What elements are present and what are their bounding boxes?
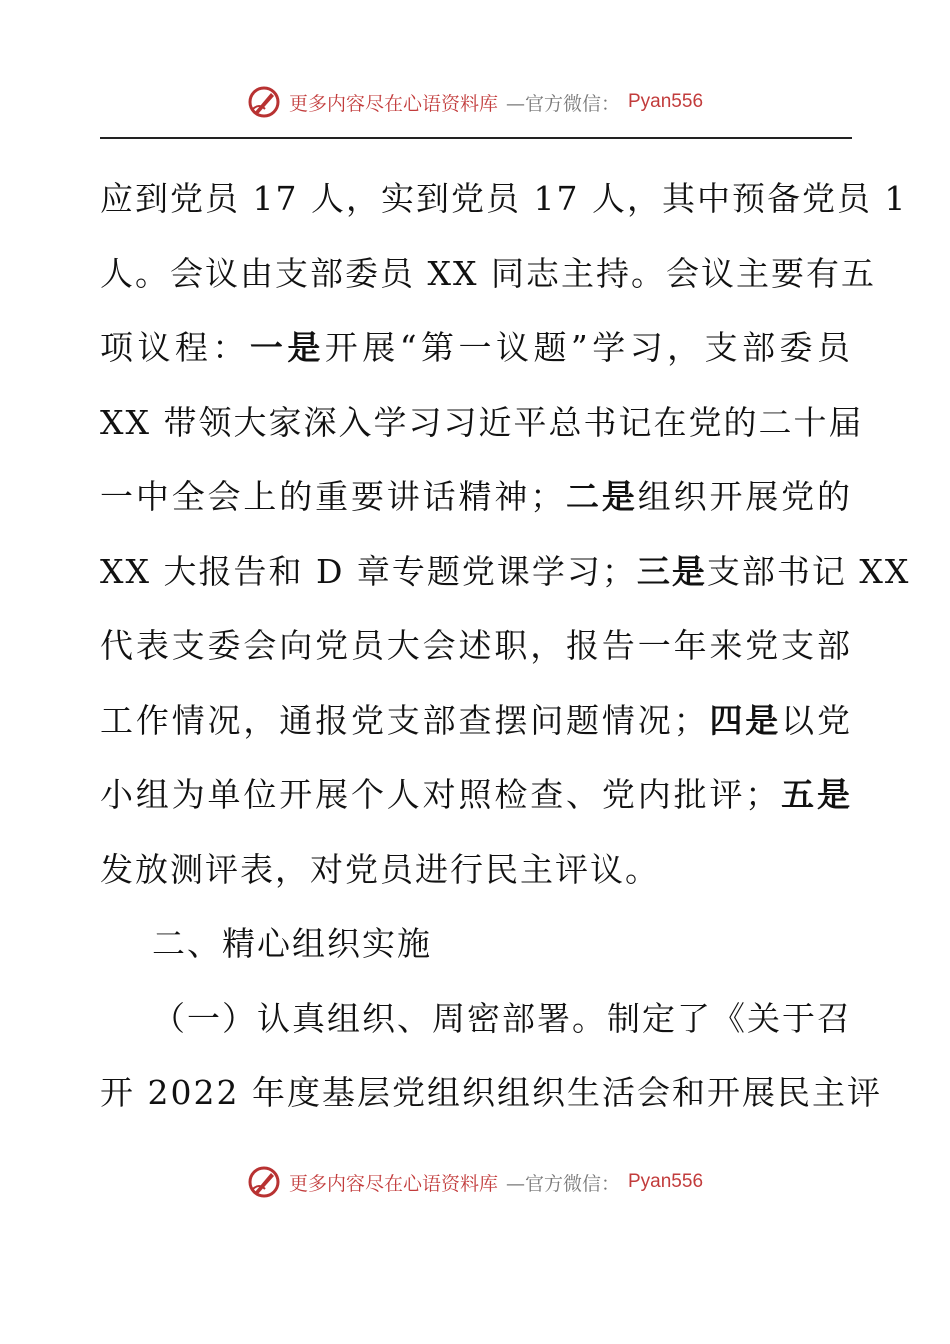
body-text: 组织开展党的 [637, 477, 853, 516]
body-line [100, 311, 852, 386]
body-text: 项议程： [100, 328, 250, 367]
footer-brand-text: 更多内容尽在心语资料库 [288, 1172, 498, 1195]
body-line [100, 535, 911, 610]
body-line: 应到党员 17 人，实到党员 17 人，其中预备党员 1 [100, 179, 908, 218]
header-wechat-id: Pyan556 [628, 91, 704, 112]
pen-logo-icon [247, 85, 281, 119]
body-line: 发放测评表，对党员进行民主评议。 [100, 849, 660, 889]
header-separator-text: —官方微信： [505, 92, 620, 115]
section-heading: 二、精心组织实施 [152, 924, 432, 963]
body-line: XX 带领大家深入学习习近平总书记在党的二十届 [100, 402, 864, 442]
body-text: 支部书记 XX [706, 551, 911, 591]
body-line: 开 2022 年度基层党组织组织生活会和开展民主评 [100, 1073, 882, 1112]
footer-separator-text: —官方微信： [505, 1172, 620, 1195]
body-line: （一）认真组织、周密部署。制定了《关于召 [152, 998, 852, 1038]
body-text: 一中全会上的重要讲话精神； [100, 477, 566, 516]
header-brand-text: 更多内容尽在心语资料库 [288, 92, 498, 115]
body-line [100, 684, 852, 759]
agenda-marker-3: 三是 [636, 551, 707, 591]
footer-wechat-id: Pyan556 [628, 1171, 704, 1192]
body-line [100, 460, 852, 535]
body-text: 工作情况，通报党支部查摆问题情况； [100, 700, 709, 740]
agenda-marker-2: 二是 [565, 477, 638, 516]
document-body [100, 162, 911, 1131]
body-text: 以党 [781, 700, 853, 740]
pen-logo-icon [247, 1165, 281, 1199]
agenda-marker-4: 四是 [708, 700, 782, 740]
body-line: 代表支委会向党员大会述职，报告一年来党支部 [100, 626, 852, 665]
body-text: XX 大报告和 D 章专题党课学习； [100, 551, 637, 591]
body-text: 小组为单位开展个人对照检查、党内批评； [100, 775, 781, 814]
agenda-marker-1: 一是 [249, 328, 325, 367]
body-line: 人。会议由支部委员 XX 同志主持。会议主要有五 [100, 253, 876, 293]
header-divider [100, 137, 852, 139]
agenda-marker-5: 五是 [780, 775, 853, 814]
page-footer [0, 1162, 950, 1202]
body-text: 开展“第一议题”学习，支部委员 [324, 328, 853, 367]
page-header [0, 82, 950, 122]
body-line [100, 758, 852, 833]
